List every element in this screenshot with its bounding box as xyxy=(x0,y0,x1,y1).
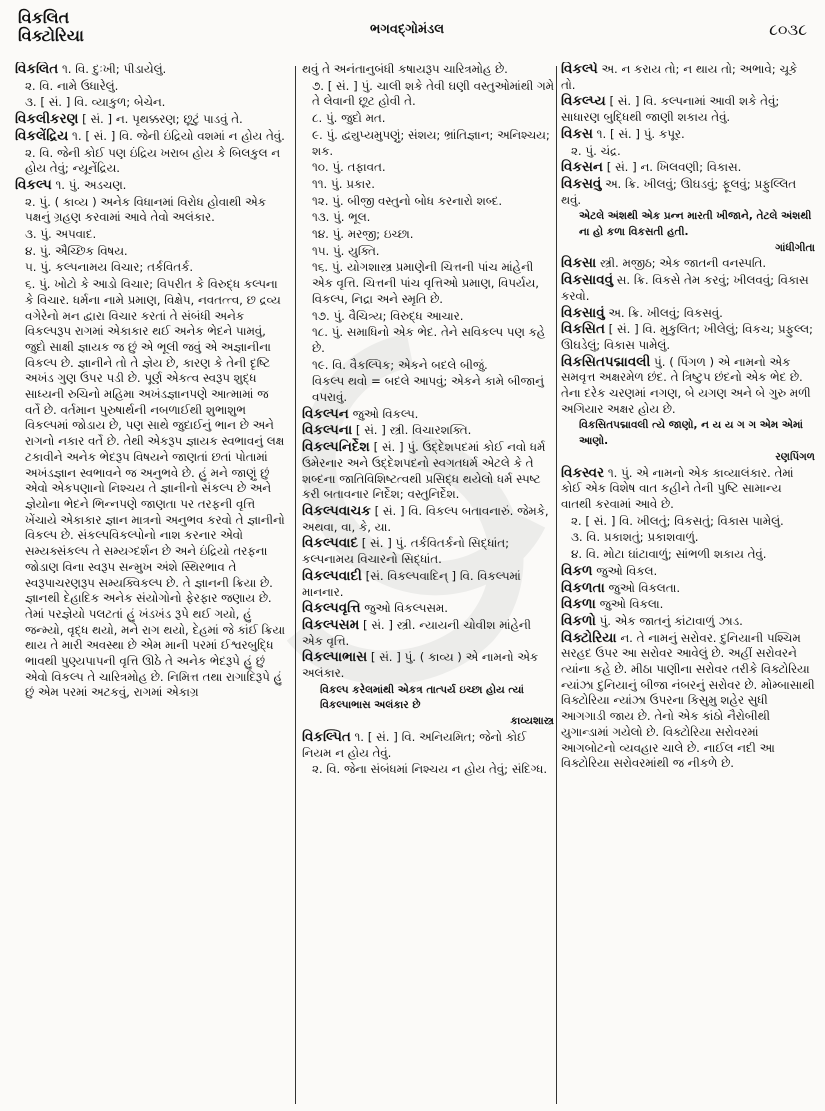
dictionary-entry xyxy=(15,178,287,194)
column-divider xyxy=(295,66,296,1104)
dictionary-entry xyxy=(15,112,287,128)
entry-sense xyxy=(15,95,287,111)
headword: વિકલ્પવાદી xyxy=(302,567,362,584)
headword: વિકલીકરણ xyxy=(15,111,79,128)
definition-text: વિકલ્પ કરેલમાંથી એકત્ર તાત્પર્ય ઇચ્છા હોય ત્યાં વિકલ્પાભાસ અલંકાર છે xyxy=(320,683,524,712)
definition-text: ન. તે નામનું સરોવર. દુનિયાની પશ્ચિમ સરહદ ઉપર આ સરોવર આવેલું છે. અહીં સરોવરને ત્યાંના કહે છે. મીઠા પાણીના સરોવર તરીકે વિક્ટોરિયા ન્યાંઝા દુનિયાનું બીજા નંબરનું સરોવર છે. મોમ્બાસાથી વિક્ટોરિયા ન્યાંઝા ઉપરના કિસુમુ શહેર સુધી આગગાડી જાય છે. તેનો એક કાંઠો નૈરોબીથી યુગાન્ડામાં ગયેલો છે. વિક્ટોરિયા સરોવરમાં આગબોટનો વ્યવહાર ચાલે છે. નાઈલ નદી આ વિક્ટોરિયા સરોવરમાંથી જ નીકળે છે. xyxy=(561,630,815,771)
definition-text: ગાંધીગીતા xyxy=(775,241,815,254)
dictionary-entry xyxy=(302,440,554,503)
definition-text: ૧. [ સં. ] વિ. જેની ઇંદ્રિયો વશમાં ન હોય તેવું. xyxy=(68,128,285,143)
entry-sense xyxy=(15,195,287,226)
headword: વિકસાવું xyxy=(561,304,605,321)
dictionary-entry xyxy=(561,564,815,580)
definition-text: [ સં. ] ન. ખિલવણી; વિકાસ. xyxy=(603,160,742,175)
entry-sense xyxy=(15,146,287,177)
definition-text: પું. એક જાતનું કાંટાવાળું ઝાડ. xyxy=(595,613,743,628)
entry-sense xyxy=(302,260,554,307)
definition-text: [ સં. ] પું. ઉદ્દેશપદમાં કોઈ નવો ધર્મ ઉમેરનાર અને ઉદ્દેશપદનો સ્વગતધર્મ એટલે કે તે શબ્દના જાતિવિશિષ્ટત્વથી પ્રસિદ્ધ થયેલો ધર્મ સ્પષ્ટ કરી બતાવનાર નિર્દેશ; વસ્તુનિર્દેશ. xyxy=(302,440,546,502)
headword: વિકલ્પવાદ xyxy=(302,535,359,552)
entry-sense xyxy=(15,244,287,260)
entry-sense xyxy=(302,762,554,778)
entry-sense xyxy=(302,374,554,405)
headword: વિકલ્પિત xyxy=(302,728,351,745)
headword: વિકલ્પવાચક xyxy=(302,502,371,519)
headword: વિકસિત xyxy=(561,321,605,338)
headword: વિકલ્પાભાસ xyxy=(302,649,368,666)
definition-text: ૧૦. પું. તફાવત. xyxy=(312,160,386,175)
definition-text: ૧૨. પું. બીજી વસ્તુનો બોધ કરનારો શબ્દ. xyxy=(312,193,503,208)
headword: વિકલ્પનિર્દેશ xyxy=(302,439,370,456)
dictionary-entry xyxy=(561,127,815,143)
headword: વિક્ટોરિયા xyxy=(561,629,617,646)
entry-sense xyxy=(561,530,815,546)
dictionary-entry xyxy=(302,536,554,567)
definition-text: ૧. [ સં. ] વિ. અનિયમિત; જેનો કોઈ નિયમ ન હોય તેવું. xyxy=(302,729,527,760)
entry-sense xyxy=(302,160,554,176)
guide-word-first: વિકલિત xyxy=(18,8,70,27)
dictionary-entry xyxy=(561,322,815,353)
dictionary-entry xyxy=(561,62,815,93)
entry-sense xyxy=(302,325,554,356)
definition-text: ૧૮. પું. સમાધિનો એક ભેદ. તેને સવિકલ્પ પણ કહે છે. xyxy=(312,325,546,355)
dictionary-entry xyxy=(561,355,815,418)
definition-text: ૧. [ સં. ] પું. કપૂર. xyxy=(592,126,685,141)
definition-text: સ. ક્રિ. વિકસે તેમ કરવું; ખીલવવું; વિકાસ કરવો. xyxy=(561,273,809,303)
definition-text: ૮. પું. જુદો મત. xyxy=(312,111,386,126)
definition-text: [ સં. ] સ્ત્રી. વિચારશક્તિ. xyxy=(352,423,472,438)
dictionary-entry xyxy=(561,273,815,304)
dictionary-entry xyxy=(561,466,815,513)
definition-text: ૯. પું. દ્વ્યુપ્યમુપણું; સંશય; ભ્રાંતિજ્ઞાન; અનિશ્ચય; શક. xyxy=(312,127,550,158)
definition-text: ૩. [ સં. ] વિ. વ્યાકુળ; બેચેન. xyxy=(25,95,166,110)
dictionary-entry xyxy=(561,597,815,613)
column-divider xyxy=(556,66,557,1104)
definition-text: અ. ન કરાય તો; ન થાય તો; અભાવે; ચૂકે તો. xyxy=(561,62,798,92)
entry-sense xyxy=(302,227,554,243)
dictionary-entry xyxy=(302,423,554,439)
headword: વિકલ્પવૃત્તિ xyxy=(302,600,361,617)
dictionary-entry xyxy=(302,407,554,423)
dictionary-entry xyxy=(561,94,815,125)
entry-sense xyxy=(15,79,287,95)
entry-sense xyxy=(302,62,554,78)
definition-text: જુઓ વિકલા. xyxy=(595,597,664,612)
headword: વિકસા xyxy=(561,255,597,272)
column-middle xyxy=(302,62,554,1104)
definition-text: ૧૩. પું. ભૂલ. xyxy=(312,210,371,225)
column-right xyxy=(561,62,815,1104)
dictionary-entry xyxy=(561,306,815,322)
headword: વિકલ્પસમ xyxy=(302,616,360,633)
definition-text: ૨. વિ. નામે ઉધારેલું. xyxy=(25,78,119,93)
definition-text: ૨. વિ. જેની કોઈ પણ ઇંદ્રિય ખરાબ હોય કે બિલકુલ ન હોય તેવું; ન્યૂનેંદ્રિય. xyxy=(25,145,281,176)
citation-source xyxy=(561,241,815,257)
definition-text: થવું તે અનંતાનુબંધી કષાયરૂપ ચારિત્રમોહ છે. xyxy=(302,62,508,76)
definition-text: અ. ક્રિ. ખીલવું; ઊઘડવું; ફૂલવું; પ્રફુલ્લિત થવું. xyxy=(561,176,797,207)
page-number: ૮૦૩૮ xyxy=(769,20,807,39)
dictionary-entry xyxy=(302,504,554,535)
headword: વિકલ્પન xyxy=(302,405,349,422)
definition-text: ૧. પું. અડચણ. xyxy=(51,177,127,192)
headword: વિકસાવવું xyxy=(561,272,614,289)
page-header xyxy=(0,0,825,62)
entry-sense xyxy=(561,514,815,530)
definition-text: ૧૪. પું. મરજી; ઇચ્છા. xyxy=(312,227,414,242)
definition-text: [ સં. ] પું. તર્કવિતર્કનો સિદ્ધાંત; કલ્પનામય વિચારનો સિદ્ધાંત. xyxy=(302,536,510,567)
definition-text: અ. ક્રિ. ખીલવું; વિકસવું. xyxy=(604,305,723,320)
dictionary-entry xyxy=(302,601,554,617)
definition-text: [ સં. ] વિ. વિકલ્પ બતાવનારું. જેમકે, અથવા, વા, કે, યા. xyxy=(302,503,549,534)
citation-quote xyxy=(561,418,815,449)
definition-text: ૧૬. પું. યોગશાસ્ત્ર પ્રમાણેની ચિત્તની પાંચ માંહેની એક વૃત્તિ. ચિત્તની પાંચ વૃત્તિઓ પ્રમાણ, વિપર્યય, વિકલ્પ, નિદ્રા અને સ્મૃતિ છે. xyxy=(312,260,540,306)
headword: વિકસિતપદ્માવલી xyxy=(561,353,651,370)
definition-text: [ સં. ] પું. ( કાવ્ય ) એ નામનો એક અલંકાર. xyxy=(302,650,539,681)
definition-text: ૨. પું. ચંદ્ર. xyxy=(571,143,621,158)
headword: વિકલિત xyxy=(15,62,59,77)
definition-text: કાવ્યશાસ્ત્ર xyxy=(510,715,554,728)
entry-sense xyxy=(302,79,554,110)
definition-text: ૭. [ સં. ] પું. ચાલી શકે તેવી ઘણી વસ્તુઓમાંથી ગમે તે લેવાની છૂટ હોવી તે. xyxy=(312,78,554,109)
dictionary-entry xyxy=(561,581,815,597)
definition-text: ૧. પું. એ નામનો એક કાવ્યાલંકાર. તેમાં કોઈ એક વિશેષ વાત કહીને તેની પુષ્ટિ સામાન્ય વાતથી કરવામાં આવે છે. xyxy=(561,465,794,511)
definition-text: [ સં. ] ન. પૃથક્કરણ; છૂટું પાડવું તે. xyxy=(78,112,243,127)
headword: વિકસવું xyxy=(561,175,602,192)
headword: વિકલ્પે xyxy=(561,62,598,77)
definition-text: ૪. પું. ઐચ્છિક વિષય. xyxy=(25,243,128,258)
definition-text: વિકસિતપદ્માવલી ત્યે જાણો, ન ય ય ગ ગ એમ એમાં આણો. xyxy=(579,419,803,448)
definition-text: ૨. પું. ( કાવ્ય ) અનેક વિધાનમાં વિરોધ હોવાથી એક પક્ષનું ગ્રહણ કરવામાં આવે તેવો અલંકાર. xyxy=(25,194,266,225)
definition-text: ૧૫. પું. યુક્તિ. xyxy=(312,243,380,258)
entry-sense xyxy=(15,260,287,276)
entry-sense xyxy=(302,111,554,127)
definition-text: ૫. પું. કલ્પનામય વિચાર; તર્કવિતર્ક. xyxy=(25,260,194,275)
definition-text: ૧. વિ. દુઃખી; પીડાયેલું. xyxy=(58,62,167,76)
entry-sense xyxy=(561,547,815,563)
dictionary-entry xyxy=(561,614,815,630)
headword: વિકલ્પના xyxy=(302,422,353,439)
dictionary-entry xyxy=(302,650,554,681)
definition-text: [સં. વિકલ્પવાદિન્ ] વિ. વિકલ્પમાં માનનાર. xyxy=(302,568,521,599)
headword: વિકસન xyxy=(561,159,603,176)
headword: વિકસ xyxy=(561,125,593,142)
definition-text: ૨. વિ. જેના સંબંધમાં નિશ્ચય ન હોય તેવું; સંદિગ્ધ. xyxy=(312,762,548,777)
definition-text: રણપિંગળ xyxy=(775,450,815,463)
entry-sense xyxy=(15,227,287,243)
citation-source xyxy=(561,450,815,466)
definition-text: જુઓ વિકલતા. xyxy=(604,580,681,595)
entry-sense xyxy=(302,309,554,325)
entry-sense xyxy=(561,144,815,160)
definition-text: જુઓ વિકલ્પ. xyxy=(348,406,419,421)
headword: વિકલેંદ્રિય xyxy=(15,127,69,144)
running-title: ભગવદ્ગોમંડલ xyxy=(370,22,445,37)
definition-text: ૧૭. પું. વૈચિત્ર્ય; વિરુદ્ધ આચાર. xyxy=(312,308,464,323)
dictionary-entry xyxy=(561,177,815,208)
entry-sense xyxy=(15,277,287,701)
headword: વિકળ xyxy=(561,562,593,579)
citation-quote xyxy=(302,683,554,714)
definition-text: સ્ત્રી. મજીઠ; એક જાતની વનસ્પતિ. xyxy=(596,256,767,271)
dictionary-entry xyxy=(561,631,815,772)
entry-sense xyxy=(302,177,554,193)
headword: વિકળો xyxy=(561,612,596,629)
definition-text: ૨. [ સં. ] વિ. ખીલતું; વિકસતું; વિકાસ પામેલું. xyxy=(571,513,784,528)
dictionary-entry xyxy=(15,129,287,145)
definition-text: વિકલ્પ થવો = બદલે આપવું; એકને કામે બીજાનું વપરાવું. xyxy=(312,374,544,405)
entry-sense xyxy=(302,194,554,210)
headword: વિકળતા xyxy=(561,579,605,596)
headword: વિકલ્પ xyxy=(15,176,52,193)
entry-sense xyxy=(302,128,554,159)
definition-text: ૧૯. વિ. વૈકલ્પિક; એકને બદલે બીજું. xyxy=(312,357,488,372)
entry-sense xyxy=(302,358,554,374)
citation-quote xyxy=(561,209,815,240)
definition-text: ૬. પું. ખોટો કે આડો વિચાર; વિપરીત કે વિરુદ્ધ કલ્પના કે વિચાર. ધર્મના નામે પ્રમાણ, વિક્ષેપ, નવતત્ત્વ, છ દ્રવ્ય વગેરેનો મન દ્વારા વિચાર કરતાં તે સંબંધી અનેક વિકલ્પરૂપ રાગમાં એકાકાર થઈ અનેક ભેદને પામવું, જુદો સાક્ષી જ્ઞાયક જ છું એ ભૂલી જવું એ અજ્ઞાનીના વિકલ્પ છે. જ્ઞાનીને તો તે જ્ઞેય છે, કારણ કે તેની દૃષ્ટિ અખંડ ગુણ ઉપર પડી છે. પૂર્ણ એકત્વ સ્વરૂપ શુદ્ધ સાધ્યની રુચિનો મહિમા અખંડજ્ઞાનપણે આત્મામાં જ વર્તે છે. વર્તમાન પુરુષાર્થની નબળાઈથી શુભાશુભ વિકલ્પમાં જોડાય છે, પણ સાથે જુદાઈનું ભાન છે અને રાગનો નકાર વર્તે છે. તેથી એકરૂપ જ્ઞાયક સ્વભાવનું લક્ષ ટકાવીને અનેક ભેદરૂપ વિષયને જાણતાં છતાં પોતામાં અખંડજ્ઞાન સ્વભાવને જ અનુભવે છે. હું મને જાણું છું એવો એકપણાનો નિશ્ચય તે જ્ઞાનીનો સંકલ્પ છે અને જ્ઞેયોના ભેદને ભિન્નપણે જાણતા પર તરફની વૃત્તિ ખેંચાયે એકાકાર જ્ઞાન માત્રનો અનુભવ કરવો તે જ્ઞાનીનો વિકલ્પ છે. સંકલ્પવિકલ્પોનો નાશ કરનાર એવો સમ્યક્સંકલ્પ તે સમ્યગ્દર્શન છે અને ઇંદ્રિયો તરફના જોડાણ વિના સ્વરૂપ સન્મુખ અંશે સ્થિરભાવ તે સ્વરૂપાચરણરૂપ સમ્યક્વિકલ્પ છે. તે જ્ઞાનની ક્રિયા છે. જ્ઞાનથી દેહાદિક અનેક સંયોગોનો ફેરફાર જણાય છે. તેમાં પરજ્ઞેયો પલટતાં હું ખંડખંડ રૂપે થઈ ગયો, હું જન્મ્યો, વૃદ્ધ થયો, મને રાગ થયો, દેહમાં જે કાંઈ ક્રિયા થાય તે મારી અવસ્થા છે એમ માની પરમાં ઈશ્વરબુદ્ધિ ભાવથી પુણ્યપાપની વૃત્તિ ઊઠે તે અનેક ભેદરૂપે હું છું એવો વિકલ્પ તે ચારિત્રમોહ છે. નિમિત્ત તથા રાગાદિરૂપે હું છું એમ પરમાં અટકવું, રાગમાં એકાગ્ર xyxy=(25,277,286,700)
dictionary-entry xyxy=(302,569,554,600)
citation-source xyxy=(302,714,554,730)
definition-text: એટલે અંશથી એક પ્રન્ન મારતી ખીજાને, તેટલે અંશથી ના હો કળા વિકસતી હતી. xyxy=(579,210,812,239)
headword: વિકળા xyxy=(561,596,596,613)
dictionary-entry xyxy=(561,160,815,176)
definition-text: ૪. વિ. મોટા ઘાંટાવાળું; સાંભળી શકાય તેવું. xyxy=(571,547,767,562)
definition-text: ૩. વિ. પ્રકાશતું; પ્રકાશવાળું. xyxy=(571,530,699,545)
definition-text: ૧૧. પું. પ્રકાર. xyxy=(312,176,375,191)
guide-word-last: વિક્ટોરિયા xyxy=(18,26,84,45)
definition-text: જુઓ વિકલ્પસમ. xyxy=(360,601,448,616)
definition-text: [ સં. ] વિ. કલ્પનામાં આવી શકે તેવું; સાધારણ બુદ્ધિથી જાણી શકાય તેવું. xyxy=(561,94,780,125)
headword: વિકસ્વર xyxy=(561,464,605,481)
definition-text: [ સં. ] વિ. મુકુલિત; ખીલેલું; વિકચ; પ્રફુલ્લ; ઊઘડેલું; વિકાસ પામેલું. xyxy=(561,322,813,352)
dictionary-entry xyxy=(15,62,287,78)
column-left xyxy=(15,62,287,1104)
definition-text: [ સં. ] સ્ત્રી. ન્યાયની ચોવીશ માંહેની એક વૃત્તિ. xyxy=(302,617,532,648)
entry-sense xyxy=(302,244,554,260)
definition-text: જુઓ વિકલ. xyxy=(592,563,658,578)
dictionary-entry xyxy=(561,256,815,272)
dictionary-entry xyxy=(302,618,554,649)
dictionary-entry xyxy=(302,730,554,761)
definition-text: ૩. પું. અપવાદ. xyxy=(25,227,97,242)
definition-text: પું. ( પિંગળ ) એ નામનો એક સમવૃત્ત અક્ષરમેળ છંદ. તે ત્રિષ્ટુપ છંદનો એક ભેદ છે. તેના દરેક ચરણમાં નગણ, બે યગણ અને બે ગુરુ મળી અગિયાર અક્ષર હોય છે. xyxy=(561,354,811,416)
headword: વિકલ્પ્ય xyxy=(561,93,606,110)
entry-sense xyxy=(302,210,554,226)
